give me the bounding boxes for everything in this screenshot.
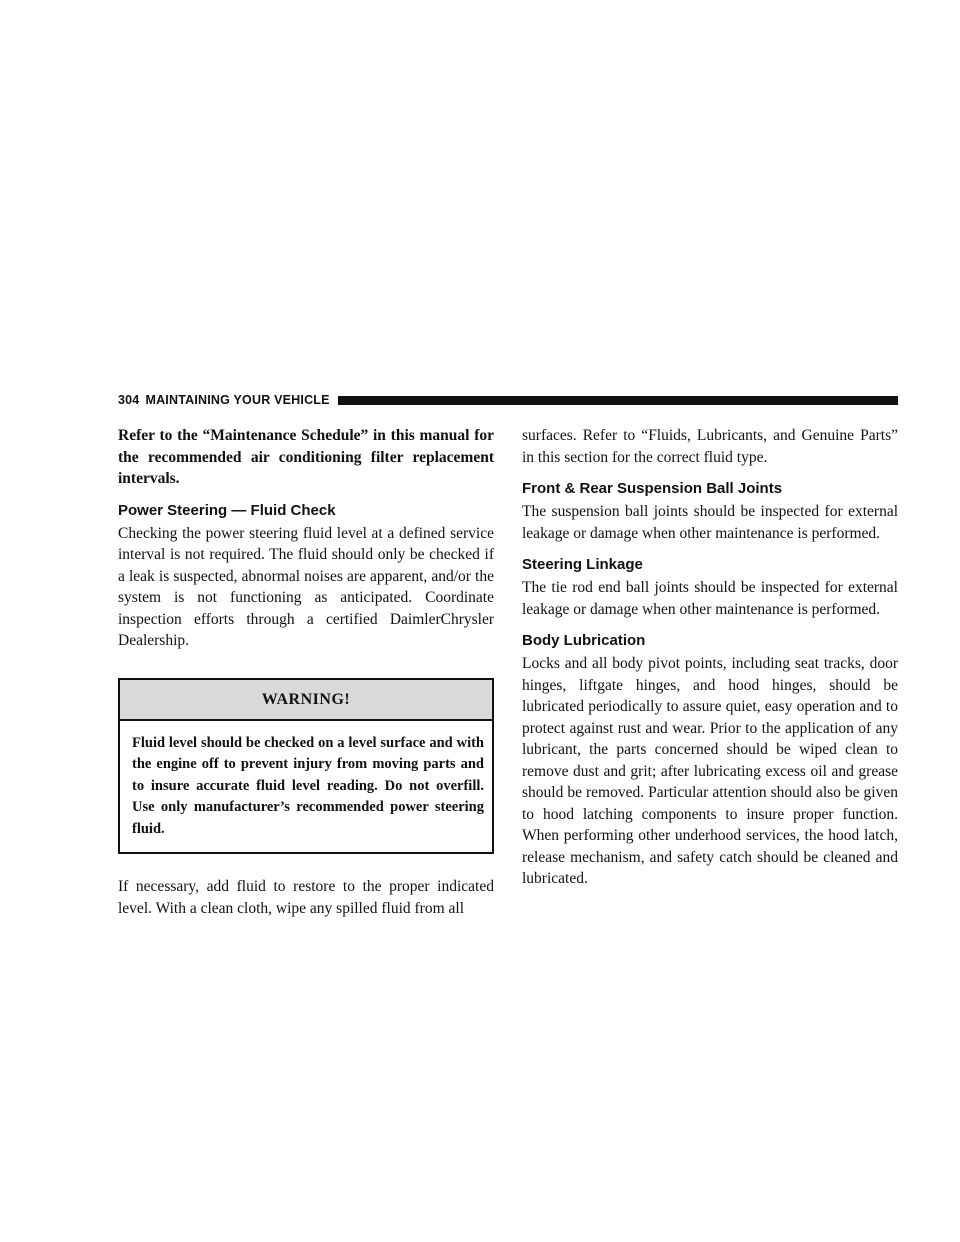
page-header bbox=[118, 390, 898, 410]
section-title: MAINTAINING YOUR VEHICLE bbox=[145, 393, 330, 407]
left-column bbox=[118, 425, 494, 919]
right-column bbox=[522, 425, 898, 890]
warning-text: Fluid level should be checked on a level surface and with the engine off to prevent injury from moving parts and to insure accurate fluid level reading. Do not overfill. Use only manufacturer’s recommended power steering fluid. bbox=[132, 734, 484, 837]
page-number: 304 bbox=[118, 393, 140, 407]
power-steering-heading: Power Steering — Fluid Check bbox=[118, 501, 336, 519]
add-fluid-paragraph: If necessary, add fluid to restore to the proper indicated level. With a clean cloth, wipe any spilled fluid from all bbox=[118, 878, 494, 917]
header-rule bbox=[338, 396, 898, 405]
power-steering-body: Checking the power steering fluid level at a defined service interval is not required. The fluid should only be checked if a leak is suspected, abnormal noises are apparent, and/or the system is not functioning as anticipated. Coordinate inspection efforts through a certified DaimlerChrysler Dealership. bbox=[118, 524, 494, 649]
warning-title: WARNING! bbox=[120, 680, 492, 721]
suspension-body: The suspension ball joints should be inspected for external leakage or damage when other maintenance is performed. bbox=[522, 503, 898, 542]
steering-linkage-body: The tie rod end ball joints should be inspected for external leakage or damage when other maintenance is performed. bbox=[522, 579, 898, 618]
body-lubrication-body: Locks and all body pivot points, including seat tracks, door hinges, liftgate hinges, and hood hinges, should be lubricated periodically to assure quiet, easy operation and to protect against rust and wear. Prior to the application of any lubricant, the parts concerned should be wiped clean to remove dust and grit; after lubricating excess oil and grease should be removed. Particular attention should also be given to hood latching components to insure proper function. When performing other underhood services, the hood latch, release mechanism, and safety catch should be cleaned and lubricated. bbox=[522, 655, 898, 887]
body-lubrication-heading: Body Lubrication bbox=[522, 632, 646, 649]
warning-box bbox=[118, 678, 494, 855]
intro-note: Refer to the “Maintenance Schedule” in this manual for the recommended air conditioning filter replacement intervals. bbox=[118, 427, 494, 487]
continued-paragraph: surfaces. Refer to “Fluids, Lubricants, and Genuine Parts” in this section for the correct fluid type. bbox=[522, 427, 898, 466]
warning-body bbox=[120, 721, 492, 853]
suspension-heading: Front & Rear Suspension Ball Joints bbox=[522, 480, 783, 497]
steering-linkage-heading: Steering Linkage bbox=[522, 556, 643, 573]
